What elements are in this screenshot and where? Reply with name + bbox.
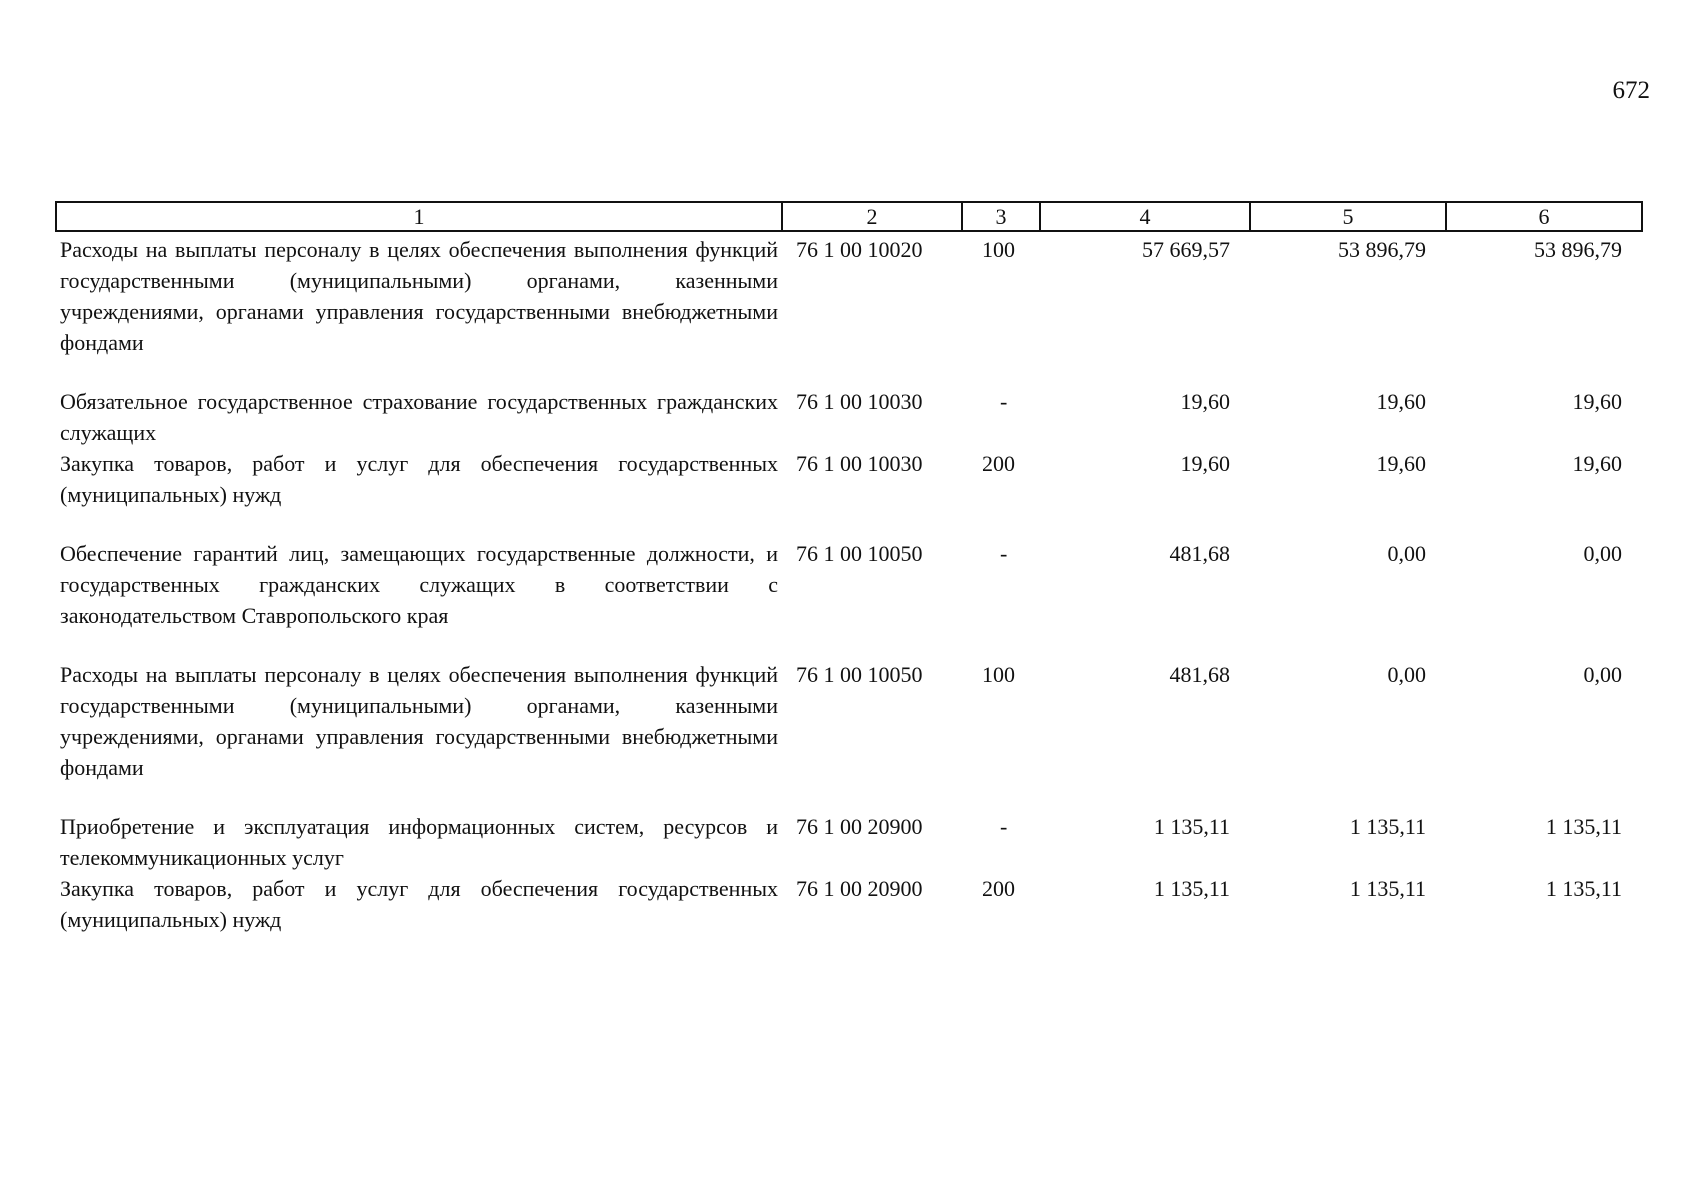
row-name: Приобретение и эксплуатация информационных систем, ресурсов и телекоммуникационных услуг: [60, 814, 778, 870]
row-value-4: 19,60: [1180, 389, 1230, 414]
table-row: [56, 448, 1642, 538]
row-name: Закупка товаров, работ и услуг для обеспечения государственных (муниципальных) нужд: [60, 876, 778, 932]
row-type: 100: [982, 662, 1015, 687]
row-value-6: 0,00: [1583, 662, 1622, 687]
row-code: 76 1 00 10050: [796, 662, 923, 687]
row-code: 76 1 00 10030: [796, 451, 923, 476]
row-value-6: 19,60: [1572, 389, 1622, 414]
row-type: 200: [982, 451, 1015, 476]
row-value-5: 1 135,11: [1349, 876, 1426, 901]
table-row: [56, 538, 1642, 659]
row-value-5: 0,00: [1387, 541, 1426, 566]
row-value-6: 1 135,11: [1545, 814, 1622, 839]
header-col-4: 4: [1040, 202, 1250, 231]
row-type: 200: [982, 876, 1015, 901]
page-number: 672: [1612, 77, 1650, 104]
row-value-4: 1 135,11: [1153, 814, 1230, 839]
row-name: Расходы на выплаты персоналу в целях обеспечения выполнения функций государственными (муниципальными) органами, казенными учреждениями, органами управления государственными внебюджетными фондами: [60, 237, 778, 355]
row-value-6: 19,60: [1572, 451, 1622, 476]
row-value-4: 19,60: [1180, 451, 1230, 476]
row-code: 76 1 00 10020: [796, 237, 923, 262]
row-type: -: [1000, 541, 1008, 566]
row-value-4: 1 135,11: [1153, 876, 1230, 901]
row-value-5: 0,00: [1387, 662, 1426, 687]
row-code: 76 1 00 10050: [796, 541, 923, 566]
table-row: [56, 386, 1642, 448]
header-row: [56, 202, 1642, 231]
table-row: [56, 659, 1642, 811]
row-type: -: [1000, 389, 1008, 414]
row-value-4: 481,68: [1169, 662, 1230, 687]
row-name: Обеспечение гарантий лиц, замещающих государственные должности, и государственных гражданских служащих в соответствии с законодательством Ставропольского края: [60, 541, 778, 628]
row-value-5: 1 135,11: [1349, 814, 1426, 839]
row-value-4: 57 669,57: [1142, 237, 1230, 262]
row-value-5: 19,60: [1376, 451, 1426, 476]
row-name: Расходы на выплаты персоналу в целях обеспечения выполнения функций государственными (муниципальными) органами, казенными учреждениями, органами управления государственными внебюджетными фондами: [60, 662, 778, 780]
row-name: Закупка товаров, работ и услуг для обеспечения государственных (муниципальных) нужд: [60, 451, 778, 507]
row-value-4: 481,68: [1169, 541, 1230, 566]
row-type: 100: [982, 237, 1015, 262]
row-code: 76 1 00 20900: [796, 814, 923, 839]
row-type: -: [1000, 814, 1008, 839]
row-value-6: 1 135,11: [1545, 876, 1622, 901]
header-col-3: 3: [962, 202, 1040, 231]
row-code: 76 1 00 20900: [796, 876, 923, 901]
header-col-2: 2: [782, 202, 962, 231]
row-value-6: 0,00: [1583, 541, 1622, 566]
table-row: [56, 811, 1642, 873]
row-value-5: 53 896,79: [1338, 237, 1426, 262]
header-col-5: 5: [1250, 202, 1446, 231]
header-col-6: 6: [1446, 202, 1642, 231]
budget-table: [55, 201, 1643, 935]
row-name: Обязательное государственное страхование государственных гражданских служащих: [60, 389, 778, 445]
row-code: 76 1 00 10030: [796, 389, 923, 414]
row-value-5: 19,60: [1376, 389, 1426, 414]
table-row: [56, 873, 1642, 935]
header-col-1: 1: [56, 202, 782, 231]
table-row: [56, 231, 1642, 386]
row-value-6: 53 896,79: [1534, 237, 1622, 262]
